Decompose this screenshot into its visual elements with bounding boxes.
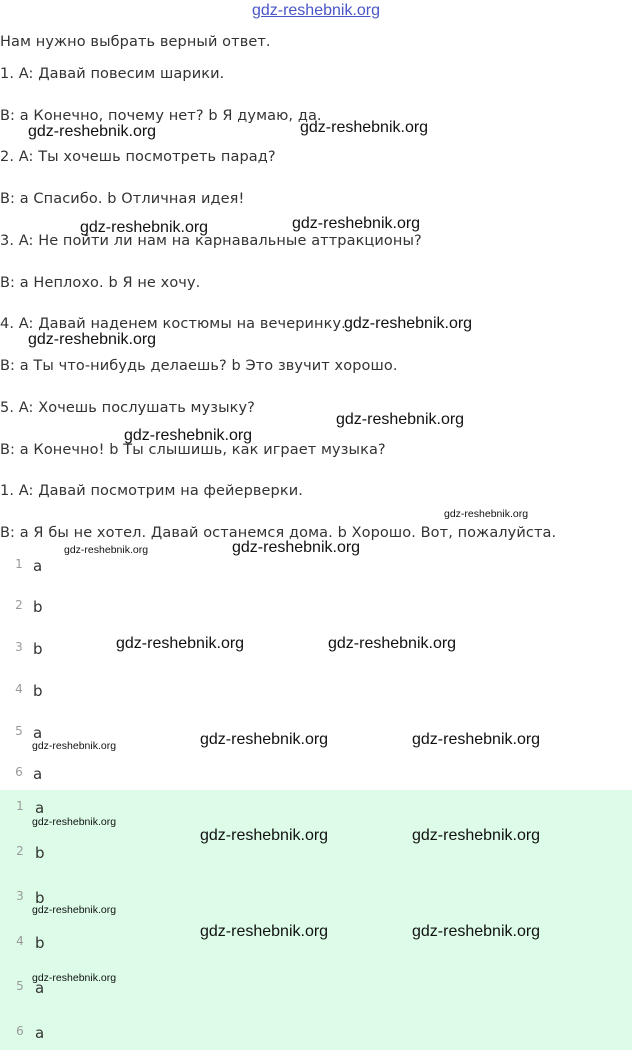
answer-value: a: [33, 724, 43, 742]
dialogue-line: 5. A: Хочешь послушать музыку?: [0, 400, 255, 416]
watermark: gdz-reshebnik.org: [28, 123, 157, 140]
answer-value: a: [35, 979, 45, 997]
dialogue-line: 4. A: Давай наденем костюмы на вечеринку.: [0, 316, 346, 332]
answer-value: a: [33, 765, 43, 783]
dialogue-line: 3. A: Не пойти ли нам на карнавальные аттракционы?: [0, 233, 422, 249]
watermark: gdz-reshebnik.org: [28, 331, 157, 348]
watermark: gdz-reshebnik.org: [412, 923, 541, 940]
instruction-text: Нам нужно выбрать верный ответ.: [0, 34, 271, 50]
dialogue-line: B: a Спасибо. b Отличная идея!: [0, 191, 245, 207]
answer-number: 2: [15, 598, 23, 612]
watermark: gdz-reshebnik.org: [200, 827, 329, 844]
watermark: gdz-reshebnik.org: [32, 904, 117, 916]
answer-number: 3: [16, 889, 24, 903]
answer-number: 4: [15, 682, 23, 696]
answer-number: 4: [16, 934, 24, 948]
watermark: gdz-reshebnik.org: [32, 740, 117, 752]
answer-number: 6: [16, 1024, 24, 1038]
watermark: gdz-reshebnik.org: [344, 315, 473, 332]
answer-value: b: [33, 640, 43, 658]
answer-number: 3: [15, 640, 23, 654]
answer-value: b: [35, 844, 45, 862]
dialogue-line: 1. A: Давай посмотрим на фейерверки.: [0, 483, 303, 499]
answer-number: 1: [15, 557, 23, 571]
answer-value: b: [33, 682, 43, 700]
dialogue-line: B: a Ты что-нибудь делаешь? b Это звучит хорошо.: [0, 358, 398, 374]
watermark: gdz-reshebnik.org: [328, 635, 457, 652]
answer-number: 5: [16, 979, 24, 993]
answer-value: b: [35, 934, 45, 952]
watermark: gdz-reshebnik.org: [292, 215, 421, 232]
dialogue-line: B: a Неплохо. b Я не хочу.: [0, 275, 201, 291]
watermark: gdz-reshebnik.org: [116, 635, 245, 652]
watermark: gdz-reshebnik.org: [232, 539, 361, 556]
answer-value: b: [35, 889, 45, 907]
answer-number: 6: [15, 765, 23, 779]
watermark: gdz-reshebnik.org: [444, 508, 529, 520]
dialogue-line: 1. A: Давай повесим шарики.: [0, 66, 225, 82]
dialogue-line: 2. A: Ты хочешь посмотреть парад?: [0, 149, 276, 165]
watermark: gdz-reshebnik.org: [64, 544, 149, 556]
watermark: gdz-reshebnik.org: [336, 411, 465, 428]
watermark: gdz-reshebnik.org: [300, 119, 429, 136]
dialogue-line: B: a Конечно, почему нет? b Я думаю, да.: [0, 108, 322, 124]
watermark: gdz-reshebnik.org: [80, 219, 209, 236]
dialogue-line: B: a Я бы не хотел. Давай останемся дома. b Хорошо. Вот, пожалуйста.: [0, 525, 557, 541]
answer-value: b: [33, 598, 43, 616]
watermark: gdz-reshebnik.org: [200, 731, 329, 748]
answer-value: a: [35, 1024, 45, 1042]
answer-value: a: [33, 557, 43, 575]
dialogue-line: B: a Конечно! b Ты слышишь, как играет музыка?: [0, 442, 386, 458]
header-site-link[interactable]: gdz-reshebnik.org: [251, 2, 381, 19]
watermark: gdz-reshebnik.org: [412, 731, 541, 748]
watermark: gdz-reshebnik.org: [200, 923, 329, 940]
watermark: gdz-reshebnik.org: [32, 972, 117, 984]
answer-number: 1: [16, 799, 24, 813]
answer-number: 5: [15, 724, 23, 738]
answer-value: a: [35, 799, 45, 817]
watermark: gdz-reshebnik.org: [412, 827, 541, 844]
answer-number: 2: [16, 844, 24, 858]
watermark: gdz-reshebnik.org: [124, 427, 253, 444]
watermark: gdz-reshebnik.org: [32, 816, 117, 828]
